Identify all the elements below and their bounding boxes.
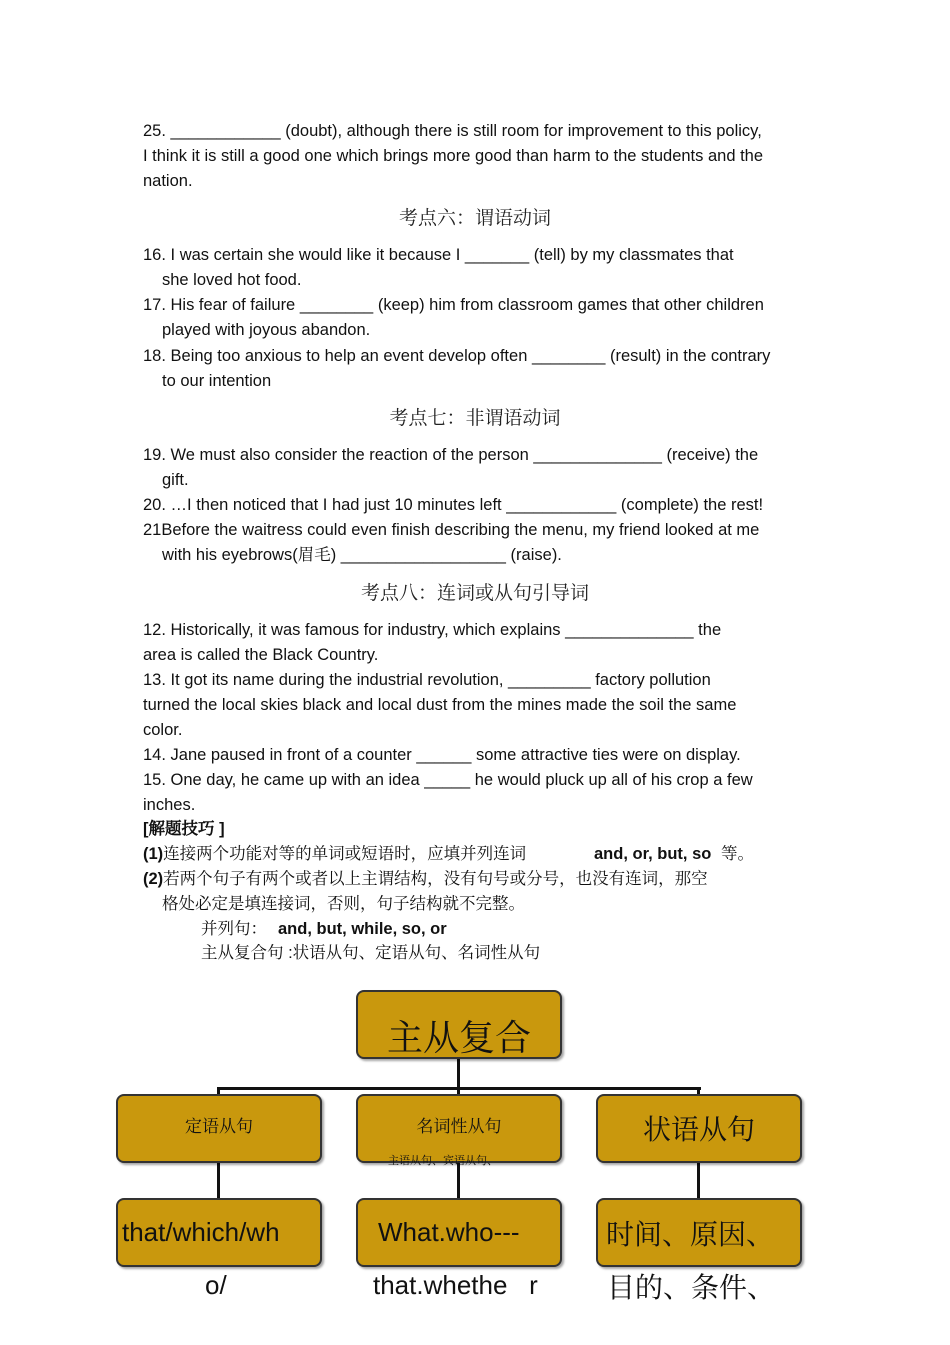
question-14-line: 14. Jane paused in front of a counter ______ some attractive ties were on display. xyxy=(143,746,741,764)
question-16-line-1: 16. I was certain she would like it because I _______ (tell) by my classmates that xyxy=(143,246,734,264)
complex-sentence-label: 主从复合句 xyxy=(201,944,284,962)
question-21-line-1: 21Before the waitress could even finish describing the menu, my friend looked at me xyxy=(143,521,760,539)
noun-clause-subtypes: 主语从句、宾语从句、 xyxy=(388,1154,498,1167)
adverbial-words-overflow: 目的、条件、 xyxy=(607,1271,776,1304)
coordinate-sentence-label: 并列句： xyxy=(201,920,267,938)
question-13-line-1: 13. It got its name during the industrial revolution, _________ factory pollution xyxy=(143,671,711,689)
question-12-line-2: area is called the Black Country. xyxy=(143,646,379,664)
question-17-line-1: 17. His fear of failure ________ (keep) him from classroom games that other children xyxy=(143,296,764,314)
question-25-line-2: I think it is still a good one which brings more good than harm to the students and the xyxy=(143,147,764,165)
tip-1-number: (1) xyxy=(143,845,164,863)
complex-sentence-types: :状语从句、定语从句、名词性从句 xyxy=(288,944,541,962)
tips-title: [解题技巧 ] xyxy=(143,820,225,838)
attributive-words-text: that/which/wh xyxy=(122,1217,280,1247)
question-18-line-2: to our intention xyxy=(162,372,272,390)
tip-1-conjunctions: and, or, but, so xyxy=(594,845,712,863)
question-15-line-1: 15. One day, he came up with an idea _____ he would pluck up all of his crop a few xyxy=(143,771,753,789)
adverbial-clause-box xyxy=(596,1094,802,1163)
section-heading-8: 考点八：连词或从句引导词 xyxy=(360,582,589,604)
question-13-line-3: color. xyxy=(143,721,183,739)
question-13-line-2: turned the local skies black and local dust from the mines made the soil the same xyxy=(143,696,737,714)
adverbial-words-box xyxy=(596,1198,802,1267)
question-19-line-2: gift. xyxy=(162,471,189,489)
question-19-line-1: 19. We must also consider the reaction of the person ______________ (receive) the xyxy=(143,446,759,464)
question-18-line-1: 18. Being too anxious to help an event develop often ________ (result) in the contrary xyxy=(143,347,771,365)
question-20-line: 20. …I then noticed that I had just 10 minutes left ____________ (complete) the rest! xyxy=(143,496,764,514)
section-heading-7: 考点七：非谓语动词 xyxy=(389,407,561,429)
root-box xyxy=(356,990,562,1059)
root-connector xyxy=(457,1058,460,1089)
question-17-line-2: played with joyous abandon. xyxy=(162,321,371,339)
attributive-words-overflow: o/ xyxy=(205,1270,227,1300)
question-15-line-2: inches. xyxy=(143,796,196,814)
tip-1-end: 等。 xyxy=(721,845,754,863)
tip-2 xyxy=(143,869,708,889)
coordinate-conjunctions: and, but, while, so, or xyxy=(278,920,447,938)
tip-1-text: 连接两个功能对等的单词或短语时，应填并列连词 xyxy=(163,845,527,863)
noun-clause-label: 名词性从句 xyxy=(416,1117,502,1137)
tip-2-number: (2) xyxy=(143,870,164,888)
complex-sentence-line xyxy=(201,943,540,963)
attributive-clause-box xyxy=(116,1094,322,1163)
noun-words-box xyxy=(356,1198,562,1267)
root-label: 主从复合 xyxy=(386,1018,531,1059)
section-heading-6: 考点六：谓语动词 xyxy=(398,207,551,229)
noun-clause-box xyxy=(356,1094,562,1167)
attributive-words-box xyxy=(116,1198,322,1267)
question-12-line-1: 12. Historically, it was famous for industry, which explains ______________ the xyxy=(143,621,722,639)
tip-1 xyxy=(143,844,526,864)
tip-2-continued: 格处必定是填连接词，否则，句子结构就不完整。 xyxy=(162,895,525,913)
adverbial-clause-label: 状语从句 xyxy=(642,1113,755,1146)
question-21-line-2: with his eyebrows(眉毛) __________________ (raise). xyxy=(162,546,562,564)
attr-child-connector xyxy=(217,1162,220,1200)
adverbial-words-text: 时间、原因、 xyxy=(606,1218,775,1251)
question-25-line-3: nation. xyxy=(143,172,193,190)
noun-words-text: What.who--- xyxy=(378,1217,520,1247)
adv-child-connector xyxy=(697,1162,700,1200)
tip-2-text: 若两个句子有两个或者以上主谓结构，没有句号或分号，也没有连词，那空 xyxy=(163,870,708,888)
question-25-line-1: 25. ____________ (doubt), although there is still room for improvement to this policy, xyxy=(143,122,762,140)
question-16-line-2: she loved hot food. xyxy=(162,271,302,289)
noun-words-overflow: that.whethe r xyxy=(373,1270,538,1300)
attributive-clause-label: 定语从句 xyxy=(185,1117,253,1137)
